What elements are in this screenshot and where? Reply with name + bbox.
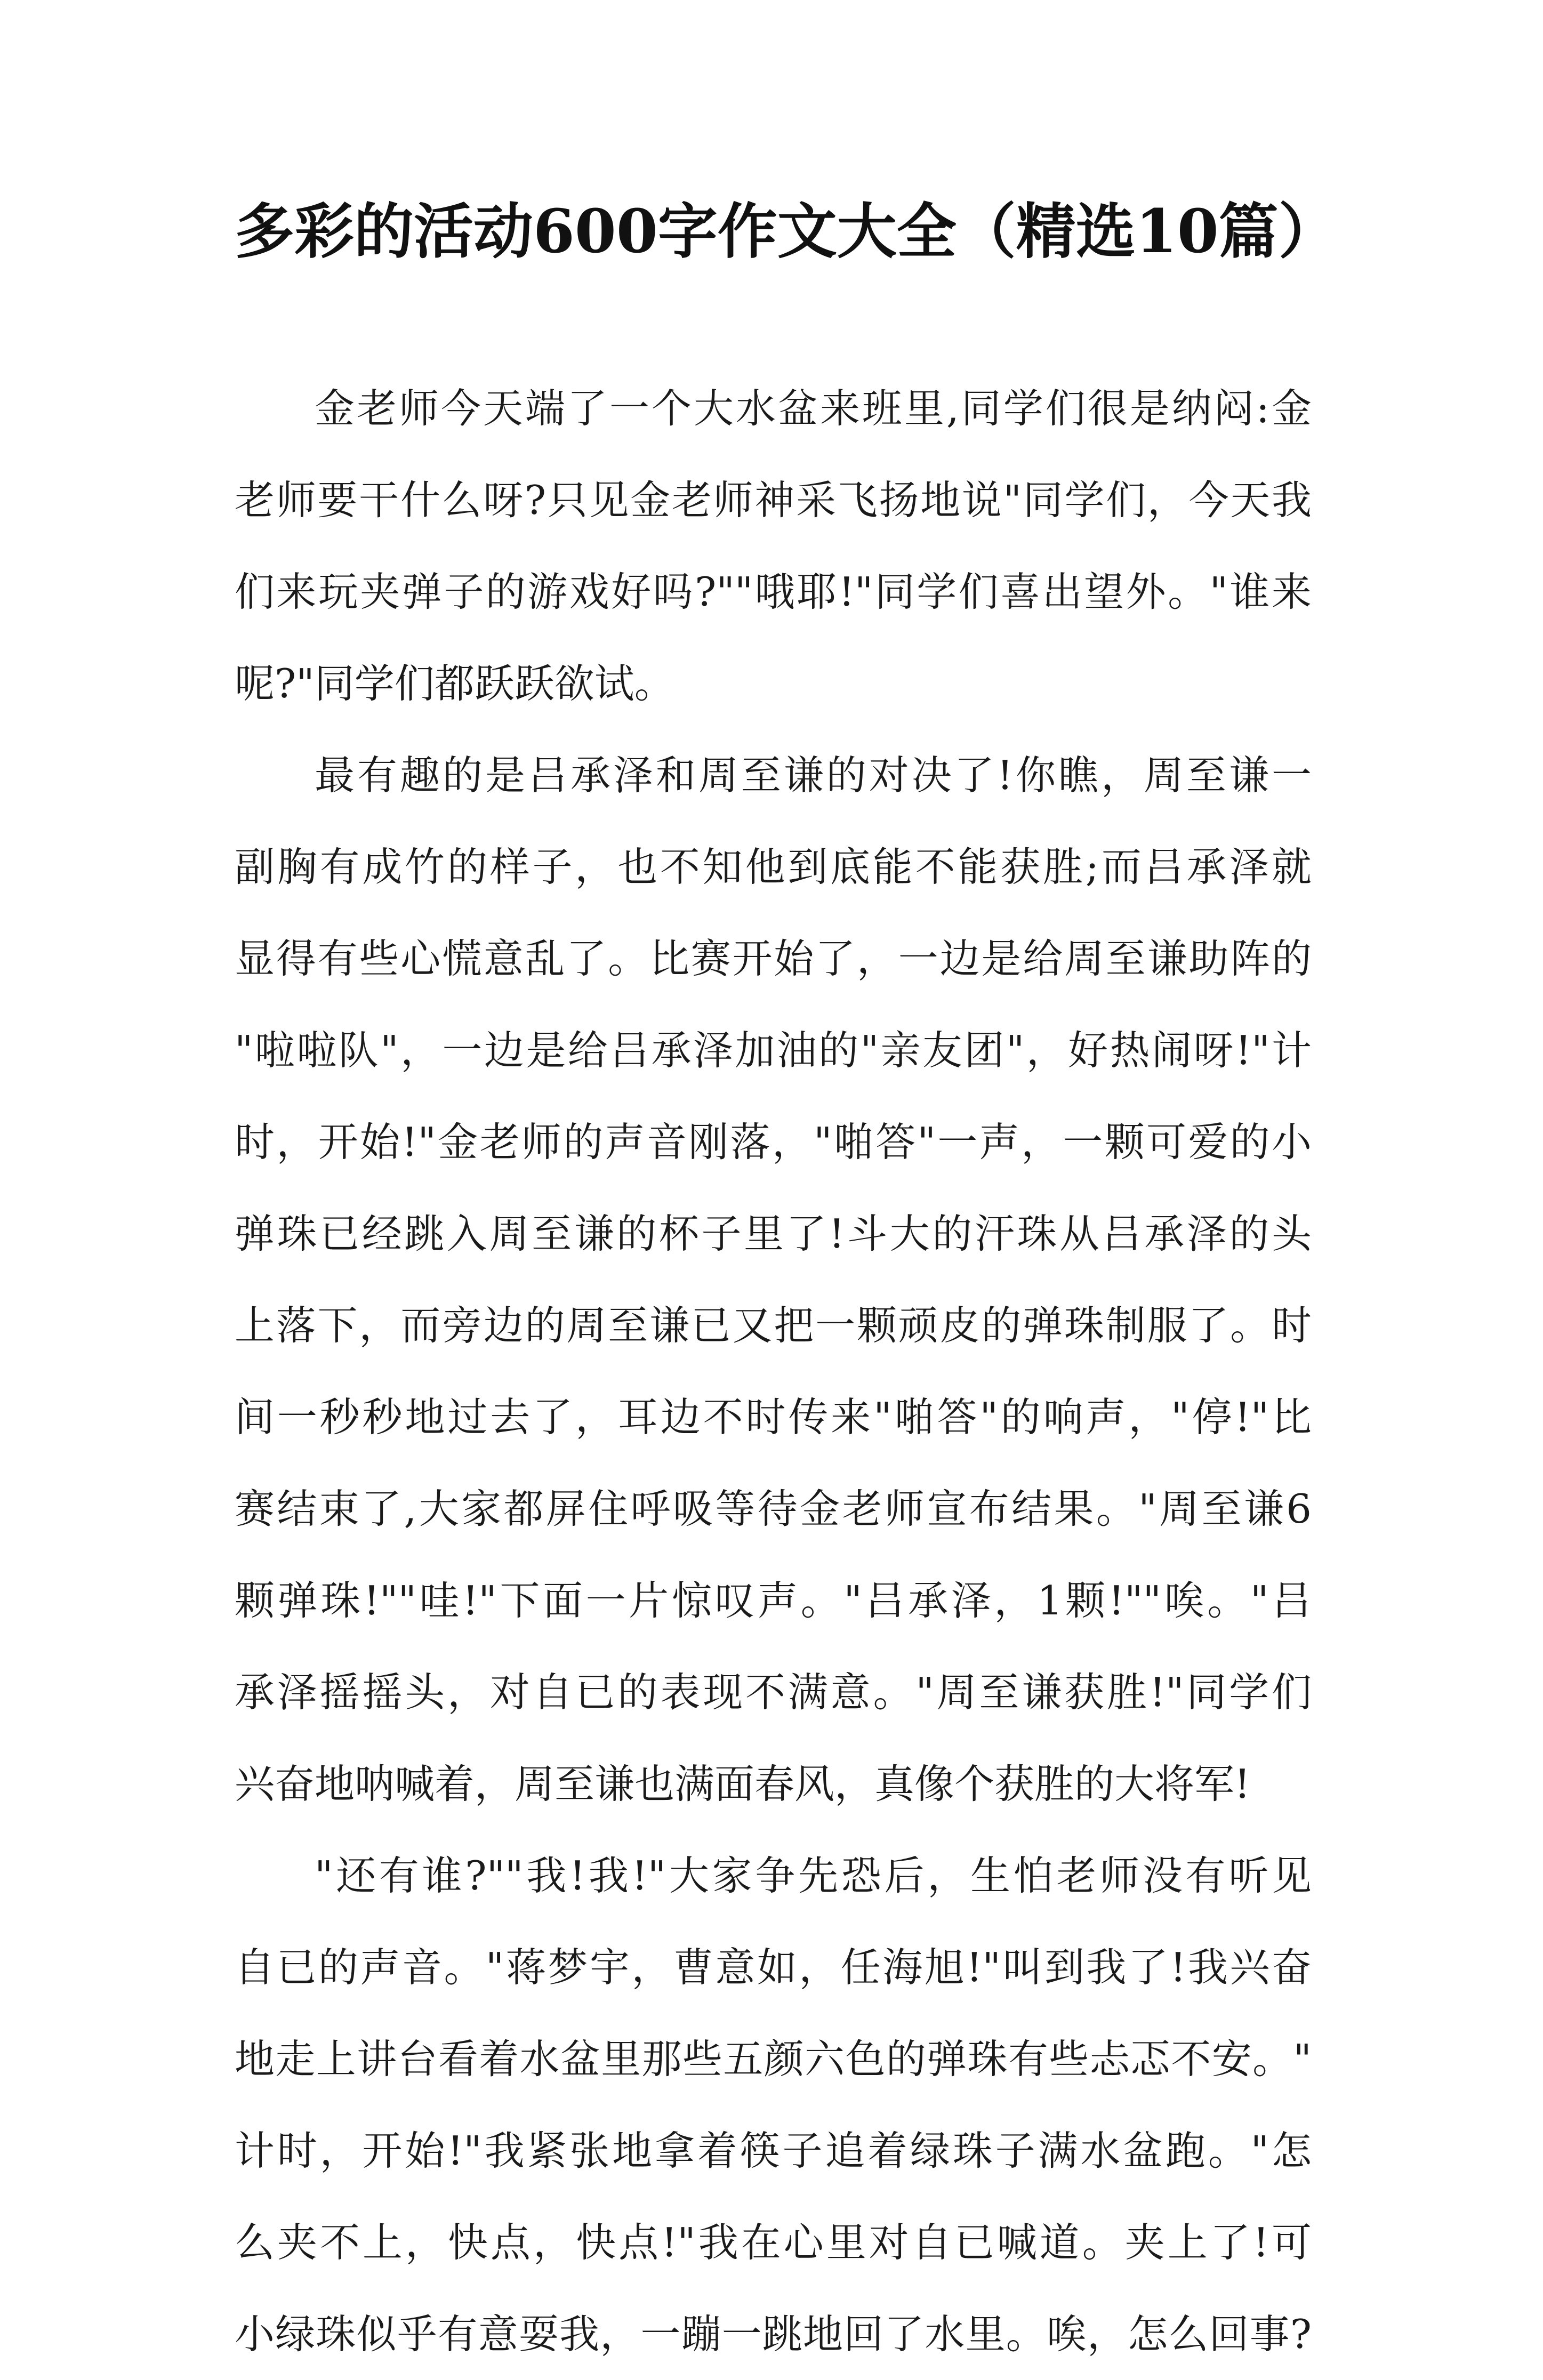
text-line: 地走上讲台看着水盆里那些五颜六色的弹珠有些忐忑不安。" (235, 2036, 1312, 2082)
text-line: 时，开始!"金老师的声音刚落，"啪答"一声，一颗可爱的小 (235, 1119, 1312, 1165)
paragraph-1 (235, 363, 1312, 729)
document-body (235, 363, 1312, 2380)
text-line: 呢?"同学们都跃跃欲试。 (235, 660, 674, 707)
text-line: 小绿珠似乎有意耍我，一蹦一跳地回了水里。唉，怎么回事? (235, 2311, 1312, 2358)
text-line: 上落下，而旁边的周至谦已又把一颗顽皮的弹珠制服了。时 (235, 1302, 1312, 1349)
text-line: 们来玩夹弹子的游戏好吗?""哦耶!"同学们喜出望外。"谁来 (235, 568, 1312, 615)
text-line: 兴奋地呐喊着，周至谦也满面春风，真像个获胜的大将军! (235, 1760, 1251, 1807)
text-line: 老师要干什么呀?只见金老师神采飞扬地说"同学们，今天我 (235, 477, 1312, 524)
text-line: 金老师今天端了一个大水盆来班里,同学们很是纳闷:金 (315, 385, 1312, 432)
text-line: "啦啦队"，一边是给吕承泽加油的"亲友团"，好热闹呀!"计 (235, 1027, 1312, 1074)
text-line: 么夹不上，快点，快点!"我在心里对自已喊道。夹上了!可 (235, 2219, 1312, 2266)
text-line: 颗弹珠!""哇!"下面一片惊叹声。"吕承泽，1颗!""唉。"吕 (235, 1577, 1312, 1624)
text-line: 计时，开始!"我紧张地拿着筷子追着绿珠子满水盆跑。"怎 (235, 2127, 1312, 2174)
paragraph-3 (235, 1830, 1312, 2380)
text-line: "还有谁?""我!我!"大家争先恐后，生怕老师没有听见 (315, 1852, 1312, 1899)
text-line: 间一秒秒地过去了，耳边不时传来"啪答"的响声，"停!"比 (235, 1394, 1312, 1441)
text-line: 显得有些心慌意乱了。比赛开始了，一边是给周至谦助阵的 (235, 935, 1312, 982)
text-line: 弹珠已经跳入周至谦的杯子里了!斗大的汗珠从吕承泽的头 (235, 1210, 1312, 1257)
text-line: 最有趣的是吕承泽和周至谦的对决了!你瞧，周至谦一 (315, 752, 1312, 799)
text-line: 自已的声音。"蒋梦宇，曹意如，任海旭!"叫到我了!我兴奋 (235, 1944, 1312, 1991)
text-line: 副胸有成竹的样子，也不知他到底能不能获胜;而吕承泽就 (235, 843, 1312, 890)
document-title: 多彩的活动600字作文大全（精选10篇） (235, 197, 1338, 267)
text-line: 赛结束了,大家都屏住呼吸等待金老师宣布结果。"周至谦6 (235, 1485, 1312, 1532)
paragraph-2 (235, 729, 1312, 1830)
text-line: 承泽摇摇头，对自已的表现不满意。"周至谦获胜!"同学们 (235, 1669, 1312, 1716)
